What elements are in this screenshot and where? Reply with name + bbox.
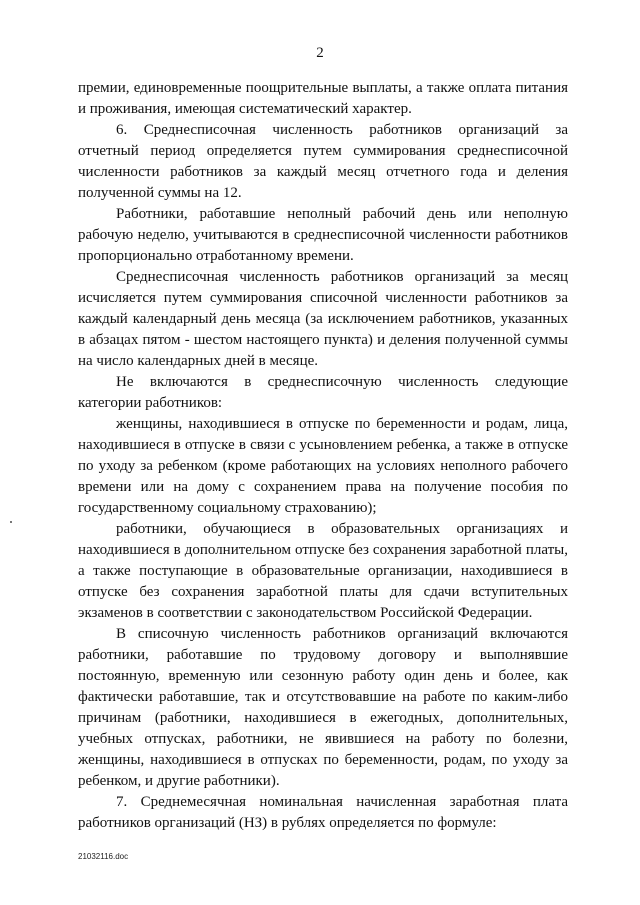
paragraph-continuation: премии, единовременные поощрительные выплаты, а также оплата питания и проживания, имеющая систематический характер.: [78, 80, 568, 117]
document-body: [78, 78, 568, 834]
paragraph-item-6: 6. Среднесписочная численность работников организаций за отчетный период определяется путем суммирования среднесписочной численности работников за каждый месяц отчетного года и деления полученной суммы на 12.: [78, 122, 568, 201]
paragraph-item-7: 7. Среднемесячная номинальная начисленная заработная плата работников организаций (НЗ) в рублях определяется по формуле:: [78, 794, 568, 831]
paragraph-excluded-women-leave: женщины, находившиеся в отпуске по беременности и родам, лица, находившиеся в отпуске в связи с усыновлением ребенка, а также в отпуске по уходу за ребенком (кроме работающих на условиях неполного рабочего времени или на дому с сохранением права на получение пособия по государственному социальному страхованию);: [78, 416, 568, 516]
paragraph-excluded-categories: Не включаются в среднесписочную численность следующие категории работников:: [78, 374, 568, 411]
paragraph-monthly-average: Среднесписочная численность работников организаций за месяц исчисляется путем суммирования списочной численности работников за каждый календарный день месяца (за исключением работников, указанных в абзацах пятом - шестом настоящего пункта) и деления полученной суммы на число календарных дней в месяце.: [78, 269, 568, 369]
paragraph-excluded-students: работники, обучающиеся в образовательных организациях и находившиеся в дополнительном отпуске без сохранения заработной платы, а также поступающие в образовательные организации, находившиеся в отпуске без сохранения заработной платы для сдачи вступительных экзаменов в соответствии с законодательством Российской Федерации.: [78, 521, 568, 621]
paragraph-part-time-workers: Работники, работавшие неполный рабочий день или неполную рабочую неделю, учитываются в среднесписочной численности работников пропорционально отработанному времени.: [78, 206, 568, 264]
page-number: 2: [316, 45, 324, 61]
paragraph-headcount-included: В списочную численность работников организаций включаются работники, работавшие по трудовому договору и выполнявшие постоянную, временную или сезонную работу один день и более, как фактически работавшие, так и отсутствовавшие на работе по каким-либо причинам (работники, находившиеся в ежегодных, дополнительных, учебных отпусках, работники, не явившиеся на работу по болезни, женщины, находившиеся в отпусках по беременности, родам, по уходу за ребенком, и другие работники).: [78, 626, 568, 789]
file-name-footer: 21032116.doc: [78, 852, 129, 861]
scan-speck: [10, 521, 12, 523]
